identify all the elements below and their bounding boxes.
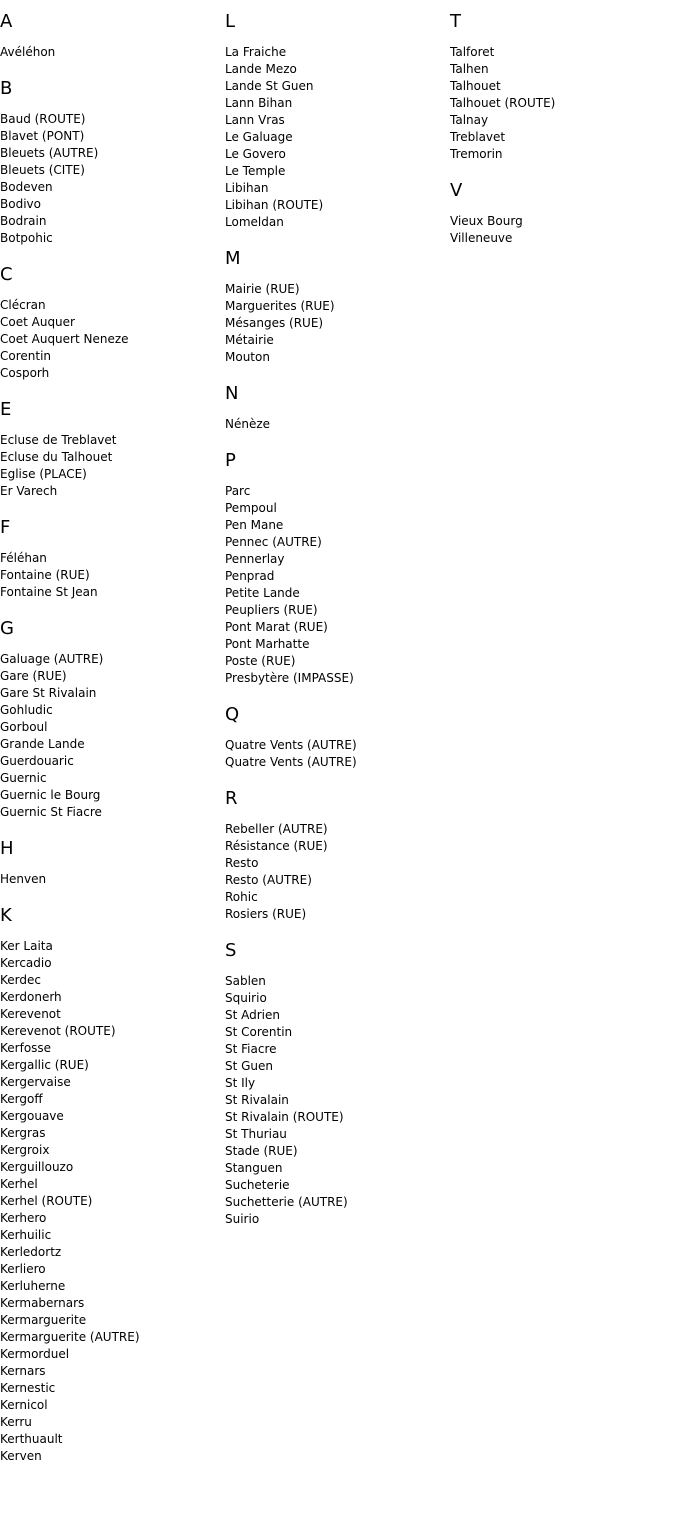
street-link[interactable]: Lande Mezo — [225, 62, 297, 76]
street-link[interactable]: Rosiers (RUE) — [225, 907, 307, 921]
street-link[interactable]: Kergervaise — [0, 1075, 71, 1089]
street-link[interactable]: Suchetterie (AUTRE) — [225, 1195, 348, 1209]
street-link[interactable]: Gare (RUE) — [0, 669, 67, 683]
street-link[interactable]: Stanguen — [225, 1161, 283, 1175]
street-link[interactable]: Kerhel (ROUTE) — [0, 1194, 93, 1208]
street-link[interactable]: Kerguillouzo — [0, 1160, 74, 1174]
street-link[interactable]: La Fraiche — [225, 45, 287, 59]
street-link[interactable]: Talhen — [450, 62, 489, 76]
letter-heading: C — [0, 264, 13, 285]
street-link[interactable]: Galuage (AUTRE) — [0, 652, 104, 666]
letter-heading: L — [225, 11, 236, 32]
street-link[interactable]: Coet Auquer — [0, 315, 75, 329]
street-link[interactable]: Nénèze — [225, 417, 271, 431]
street-link[interactable]: Le Galuage — [225, 130, 293, 144]
street-link[interactable]: Sablen — [225, 974, 266, 988]
street-link[interactable]: Lomeldan — [225, 215, 284, 229]
street-link[interactable]: Kernestic — [0, 1381, 56, 1395]
street-link[interactable]: Quatre Vents (AUTRE) — [225, 755, 357, 769]
street-link[interactable]: Resto — [225, 856, 259, 870]
street-link[interactable]: Gorboul — [0, 720, 48, 734]
street-link[interactable]: Fontaine St Jean — [0, 585, 98, 599]
letter-heading: N — [225, 383, 239, 404]
letter-section-m — [225, 245, 445, 366]
street-list — [225, 44, 445, 231]
street-list — [450, 213, 670, 247]
street-link[interactable]: Poste (RUE) — [225, 654, 296, 668]
letter-heading: H — [0, 838, 14, 859]
letter-section-t — [450, 8, 670, 163]
street-link[interactable]: Botpohic — [0, 231, 53, 245]
street-link[interactable]: Petite Lande — [225, 586, 300, 600]
street-link[interactable]: Penprad — [225, 569, 275, 583]
street-link[interactable]: Kergouave — [0, 1109, 64, 1123]
street-link[interactable]: Lann Vras — [225, 113, 285, 127]
street-link[interactable]: Pont Marat (RUE) — [225, 620, 328, 634]
street-link[interactable]: Pennerlay — [225, 552, 285, 566]
street-link[interactable]: Peupliers (RUE) — [225, 603, 318, 617]
street-link[interactable]: St Thuriau — [225, 1127, 287, 1141]
street-link[interactable]: St Guen — [225, 1059, 274, 1073]
street-list — [225, 737, 445, 771]
street-link[interactable]: Henven — [0, 872, 47, 886]
street-link[interactable]: Bodrain — [0, 214, 47, 228]
letter-section-l — [225, 8, 445, 231]
street-link[interactable]: Stade (RUE) — [225, 1144, 298, 1158]
street-link[interactable]: Blavet (PONT) — [0, 129, 85, 143]
street-link[interactable]: Clécran — [0, 298, 46, 312]
letter-heading: Q — [225, 704, 240, 725]
street-link[interactable]: Gohludic — [0, 703, 53, 717]
street-link[interactable]: Kerru — [0, 1415, 32, 1429]
street-link[interactable]: Lande St Guen — [225, 79, 314, 93]
street-link[interactable]: Talhouet — [450, 79, 501, 93]
street-link[interactable]: Fontaine (RUE) — [0, 568, 90, 582]
street-link[interactable]: Baud (ROUTE) — [0, 112, 86, 126]
letter-heading: F — [0, 517, 11, 538]
street-link[interactable]: Pempoul — [225, 501, 277, 515]
street-link[interactable]: Eglise (PLACE) — [0, 467, 87, 481]
letter-section-k — [0, 902, 220, 1465]
street-link[interactable]: Sucheterie — [225, 1178, 290, 1192]
street-list — [0, 432, 220, 500]
letter-section-s — [225, 937, 445, 1228]
letter-section-n — [225, 380, 445, 433]
street-link[interactable]: Pont Marhatte — [225, 637, 310, 651]
street-link[interactable]: Guernic le Bourg — [0, 788, 101, 802]
street-link[interactable]: Kerdec — [0, 973, 41, 987]
street-link[interactable]: Presbytère (IMPASSE) — [225, 671, 354, 685]
letter-section-b — [0, 75, 220, 247]
street-list — [225, 281, 445, 366]
street-link[interactable]: Kernicol — [0, 1398, 48, 1412]
street-link[interactable]: Kerfosse — [0, 1041, 52, 1055]
street-link[interactable]: St Adrien — [225, 1008, 281, 1022]
street-list — [450, 44, 670, 163]
street-link[interactable]: Bodivo — [0, 197, 41, 211]
street-list — [0, 938, 220, 1465]
street-link[interactable]: Squirio — [225, 991, 267, 1005]
letter-heading: G — [0, 618, 14, 639]
street-link[interactable]: Resto (AUTRE) — [225, 873, 312, 887]
street-link[interactable]: Le Temple — [225, 164, 286, 178]
street-link[interactable]: Marguerites (RUE) — [225, 299, 335, 313]
street-link[interactable]: Mairie (RUE) — [225, 282, 300, 296]
street-link[interactable]: Lann Bihan — [225, 96, 293, 110]
street-link[interactable]: Rebeller (AUTRE) — [225, 822, 328, 836]
letter-heading: A — [0, 11, 13, 32]
letter-section-p — [225, 447, 445, 687]
letter-heading: V — [450, 180, 463, 201]
street-link[interactable]: Le Govero — [225, 147, 286, 161]
street-link[interactable]: Quatre Vents (AUTRE) — [225, 738, 357, 752]
street-link[interactable]: Vieux Bourg — [450, 214, 523, 228]
index-column-3 — [450, 8, 670, 261]
street-link[interactable]: Kernars — [0, 1364, 46, 1378]
street-link[interactable]: Kerhuilic — [0, 1228, 52, 1242]
street-link[interactable]: Kerthuault — [0, 1432, 63, 1446]
letter-heading: S — [225, 940, 237, 961]
street-link[interactable]: Avéléhon — [0, 45, 56, 59]
street-link[interactable]: Villeneuve — [450, 231, 513, 245]
street-link[interactable]: Grande Lande — [0, 737, 85, 751]
street-list — [225, 416, 445, 433]
street-link[interactable]: Kerdonerh — [0, 990, 62, 1004]
street-link[interactable]: St Corentin — [225, 1025, 293, 1039]
street-link[interactable]: Kerven — [0, 1449, 42, 1463]
letter-heading: E — [0, 399, 12, 420]
letter-section-a — [0, 8, 220, 61]
letter-section-g — [0, 615, 220, 821]
letter-section-r — [225, 785, 445, 923]
street-link[interactable]: Corentin — [0, 349, 52, 363]
street-link[interactable]: Kermorduel — [0, 1347, 70, 1361]
street-link[interactable]: Bleuets (CITE) — [0, 163, 85, 177]
street-link[interactable]: Kergroix — [0, 1143, 50, 1157]
street-list — [0, 651, 220, 821]
street-link[interactable]: Bodeven — [0, 180, 53, 194]
letter-heading: R — [225, 788, 238, 809]
street-link[interactable]: Féléhan — [0, 551, 47, 565]
street-link[interactable]: Mouton — [225, 350, 270, 364]
street-link[interactable]: St Ily — [225, 1076, 256, 1090]
street-link[interactable]: Treblavet — [450, 130, 506, 144]
street-link[interactable]: Ecluse du Talhouet — [0, 450, 113, 464]
street-link[interactable]: Kerledortz — [0, 1245, 62, 1259]
letter-section-h — [0, 835, 220, 888]
street-link[interactable]: Kergallic (RUE) — [0, 1058, 89, 1072]
street-link[interactable]: Libihan — [225, 181, 269, 195]
street-link[interactable]: Suirio — [225, 1212, 260, 1226]
street-link[interactable]: Gare St Rivalain — [0, 686, 97, 700]
street-list — [225, 821, 445, 923]
street-link[interactable]: Kerhel — [0, 1177, 38, 1191]
street-link[interactable]: Talhouet (ROUTE) — [450, 96, 556, 110]
street-link[interactable]: Mésanges (RUE) — [225, 316, 324, 330]
street-link[interactable]: Cosporh — [0, 366, 50, 380]
letter-heading: M — [225, 248, 241, 269]
street-link[interactable]: Kerliero — [0, 1262, 46, 1276]
street-link[interactable]: Er Varech — [0, 484, 58, 498]
street-link[interactable]: Kermabernars — [0, 1296, 85, 1310]
street-link[interactable]: Libihan (ROUTE) — [225, 198, 324, 212]
letter-heading: B — [0, 78, 13, 99]
index-column-2 — [225, 8, 445, 1242]
street-link[interactable]: Kergras — [0, 1126, 46, 1140]
street-link[interactable]: Talforet — [450, 45, 495, 59]
street-list — [0, 111, 220, 247]
street-link[interactable]: St Rivalain — [225, 1093, 289, 1107]
street-list — [0, 550, 220, 601]
street-link[interactable]: Kerhero — [0, 1211, 47, 1225]
letter-section-q — [225, 701, 445, 771]
street-list — [0, 44, 220, 61]
letter-heading: P — [225, 450, 236, 471]
letter-heading: T — [450, 11, 461, 32]
letter-section-c — [0, 261, 220, 382]
street-link[interactable]: Métairie — [225, 333, 274, 347]
street-link[interactable]: Kermarguerite (AUTRE) — [0, 1330, 140, 1344]
letter-heading: K — [0, 905, 12, 926]
street-link[interactable]: Résistance (RUE) — [225, 839, 328, 853]
street-link[interactable]: Guernic — [0, 771, 47, 785]
street-link[interactable]: Rohic — [225, 890, 258, 904]
street-link[interactable]: Kerevenot — [0, 1007, 61, 1021]
street-link[interactable]: Guernic St Fiacre — [0, 805, 102, 819]
street-link[interactable]: Pen Mane — [225, 518, 284, 532]
street-list — [0, 871, 220, 888]
street-list — [0, 297, 220, 382]
street-link[interactable]: St Fiacre — [225, 1042, 277, 1056]
street-link[interactable]: Kercadio — [0, 956, 52, 970]
street-link[interactable]: Tremorin — [450, 147, 503, 161]
street-link[interactable]: Ecluse de Treblavet — [0, 433, 117, 447]
index-column-1 — [0, 8, 220, 1479]
street-link[interactable]: Bleuets (AUTRE) — [0, 146, 99, 160]
street-link[interactable]: Talnay — [450, 113, 489, 127]
letter-section-v — [450, 177, 670, 247]
street-link[interactable]: Kerluherne — [0, 1279, 66, 1293]
street-link[interactable]: Coet Auquert Neneze — [0, 332, 129, 346]
street-list — [225, 483, 445, 687]
street-link[interactable]: Kermarguerite — [0, 1313, 87, 1327]
street-link[interactable]: Ker Laita — [0, 939, 53, 953]
street-link[interactable]: Kerevenot (ROUTE) — [0, 1024, 116, 1038]
letter-section-f — [0, 514, 220, 601]
street-link[interactable]: Pennec (AUTRE) — [225, 535, 322, 549]
street-link[interactable]: St Rivalain (ROUTE) — [225, 1110, 344, 1124]
street-list — [225, 973, 445, 1228]
street-link[interactable]: Parc — [225, 484, 251, 498]
street-link[interactable]: Kergoff — [0, 1092, 43, 1106]
letter-section-e — [0, 396, 220, 500]
street-link[interactable]: Guerdouaric — [0, 754, 74, 768]
